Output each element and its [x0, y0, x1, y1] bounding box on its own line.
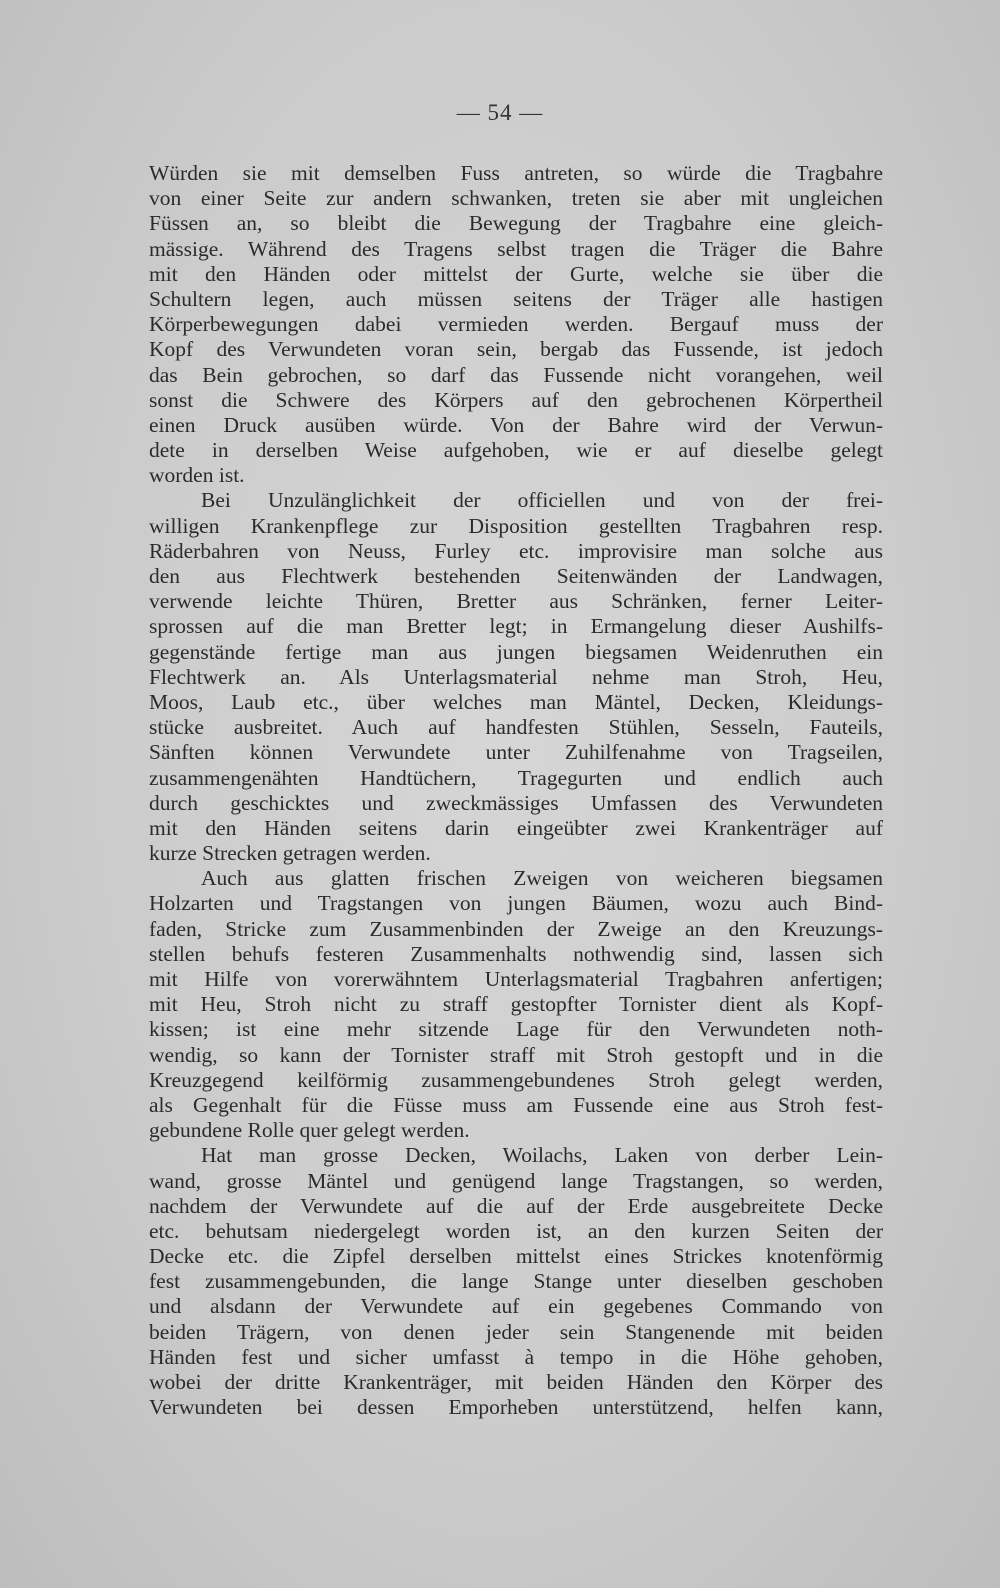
text-line: als Gegenhalt für die Füsse muss am Fussende eine aus Stroh fest- [149, 1092, 883, 1117]
text-line: Verwundeten bei dessen Emporheben unterstützend, helfen kann, [149, 1395, 883, 1420]
text-line: Schultern legen, auch müssen seitens der Träger alle hastigen [149, 286, 883, 311]
text-line: Kopf des Verwundeten voran sein, bergab das Fussende, ist jedoch [149, 337, 883, 362]
text-line: mit Hilfe von vorerwähntem Unterlagsmaterial Tragbahren anfertigen; [149, 967, 883, 991]
text-line: dete in derselben Weise aufgehoben, wie er auf dieselbe gelegt [149, 438, 883, 463]
text-line: gegenstände fertige man aus jungen biegsamen Weidenruthen ein [149, 639, 883, 664]
text-line: Würden sie mit demselben Fuss antreten, so würde die Tragbahre [149, 161, 883, 185]
text-line: Händen fest und sicher umfasst à tempo in die Höhe gehoben, [149, 1344, 883, 1369]
text-line: Sänften können Verwundete unter Zuhilfenahme von Tragseilen, [149, 740, 883, 765]
text-line: von einer Seite zur andern schwanken, treten sie aber mit ungleichen [149, 186, 883, 211]
text-line: Flechtwerk an. Als Unterlagsmaterial nehme man Stroh, Heu, [149, 664, 883, 689]
text-line: mässige. Während des Tragens selbst tragen die Träger die Bahre [149, 236, 883, 261]
text-line: Kreuzgegend keilförmig zusammengebundenes Stroh gelegt werden, [149, 1067, 883, 1092]
text-line: Füssen an, so bleibt die Bewegung der Tragbahre eine gleich- [149, 211, 883, 236]
text-line: einen Druck ausüben würde. Von der Bahre wird der Verwun- [149, 412, 883, 437]
text-line: mit den Händen seitens darin eingeübter zwei Krankenträger auf [149, 815, 883, 840]
page-number: — 54 — [456, 100, 544, 125]
text-line: nachdem der Verwundete auf die auf der Erde ausgebreitete Decke [149, 1193, 883, 1218]
text-line: Räderbahren von Neuss, Furley etc. improvisire man solche aus [149, 538, 883, 563]
text-line: Hat man grosse Decken, Woilachs, Laken von derber Lein- [201, 1143, 883, 1168]
text-line: willigen Krankenpflege zur Disposition gestellten Tragbahren resp. [149, 513, 883, 538]
text-line: wendig, so kann der Tornister straff mit Stroh gestopft und in die [149, 1042, 883, 1067]
text-line: den aus Flechtwerk bestehenden Seitenwänden der Landwagen, [149, 564, 883, 588]
text-line: beiden Trägern, von denen jeder sein Stangenende mit beiden [149, 1319, 883, 1344]
text-line: mit Heu, Stroh nicht zu straff gestopfter Tornister dient als Kopf- [149, 992, 883, 1017]
body-text [149, 161, 883, 1420]
text-line: wand, grosse Mäntel und genügend lange Tragstangen, so werden, [149, 1168, 883, 1193]
text-line: Holzarten und Tragstangen von jungen Bäumen, wozu auch Bind- [149, 891, 883, 916]
text-line: faden, Stricke zum Zusammenbinden der Zweige an den Kreuzungs- [149, 916, 883, 941]
text-line: worden ist. [149, 463, 245, 488]
text-line: sonst die Schwere des Körpers auf den gebrochenen Körpertheil [149, 387, 883, 412]
text-line: kurze Strecken getragen werden. [149, 841, 431, 866]
text-line: fest zusammengebunden, die lange Stange unter dieselben geschoben [149, 1269, 883, 1294]
text-line: Decke etc. die Zipfel derselben mittelst eines Strickes knotenförmig [149, 1244, 883, 1269]
text-line: und alsdann der Verwundete auf ein gegebenes Commando von [149, 1294, 883, 1319]
text-line: Moos, Laub etc., über welches man Mäntel, Decken, Kleidungs- [149, 689, 883, 714]
text-line: sprossen auf die man Bretter legt; in Ermangelung dieser Aushilfs- [149, 614, 883, 639]
text-line: etc. behutsam niedergelegt worden ist, an den kurzen Seiten der [149, 1218, 883, 1243]
text-line: kissen; ist eine mehr sitzende Lage für den Verwundeten noth- [149, 1017, 883, 1042]
text-line: mit den Händen oder mittelst der Gurte, welche sie über die [149, 261, 883, 286]
text-line: Bei Unzulänglichkeit der officiellen und von der frei- [201, 488, 883, 513]
text-line: stücke ausbreitet. Auch auf handfesten Stühlen, Sesseln, Fauteils, [149, 715, 883, 740]
text-line: gebundene Rolle quer gelegt werden. [149, 1118, 470, 1143]
text-line: das Bein gebrochen, so darf das Fussende nicht vorangehen, weil [149, 362, 883, 387]
text-line: stellen behufs festeren Zusammenhalts nothwendig sind, lassen sich [149, 941, 883, 966]
text-line: zusammengenähten Handtüchern, Tragegurten und endlich auch [149, 765, 883, 790]
text-line: Körperbewegungen dabei vermieden werden. Bergauf muss der [149, 312, 883, 337]
text-line: Auch aus glatten frischen Zweigen von weicheren biegsamen [201, 866, 883, 891]
text-line: verwende leichte Thüren, Bretter aus Schränken, ferner Leiter- [149, 589, 883, 614]
text-line: durch geschicktes und zweckmässiges Umfassen des Verwundeten [149, 790, 883, 815]
text-line: wobei der dritte Krankenträger, mit beiden Händen den Körper des [149, 1370, 883, 1394]
